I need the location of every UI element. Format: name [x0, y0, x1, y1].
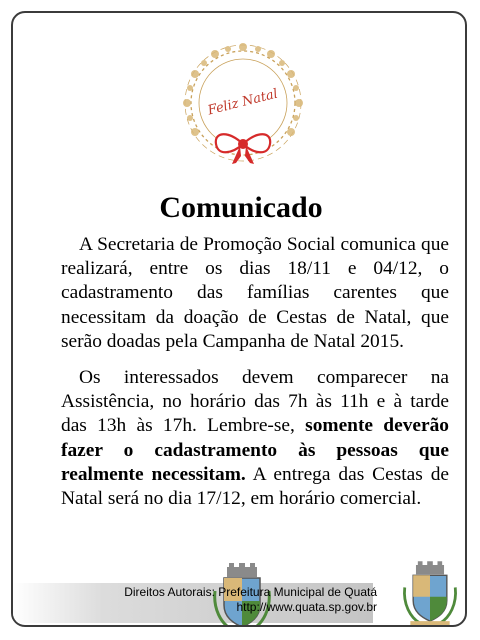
- paragraph-2-end: A entrega das Cestas de Natal será no dia 17/12, em horário comercial.: [61, 463, 450, 510]
- paragraph-1: A Secretaria de Promoção Social comunica que realizará, entre os dias 18/11 e 04/12, o cadastramento das famílias carentes que necessitam da doação de Cestas de Natal, que serão doadas pela Campanha de Natal 2015.: [61, 234, 449, 352]
- paragraph-2-emphasis: somente deverão fazer o cadastramento às pessoas que realmente necessitam.: [61, 415, 449, 485]
- wreath-caption: Feliz Natal: [206, 86, 280, 119]
- document-title: Comunicado: [159, 191, 323, 224]
- page-frame: [11, 11, 467, 627]
- paragraph-2-start: Os interessados devem comparecer na Assistência, no horário das 7h às 11h e à tarde das 13h às 17h. Lembre-se,: [61, 367, 449, 437]
- copyright-text: Direitos Autorais: Prefeitura Municipal de Quatá: [124, 585, 377, 599]
- website-link[interactable]: http://www.quata.sp.gov.br: [236, 600, 377, 614]
- paragraph-2: [61, 366, 449, 511]
- christmas-wreath-icon: [178, 38, 308, 168]
- bow-icon: [216, 134, 270, 164]
- document-body: [61, 233, 449, 523]
- city-crest-icon: [401, 559, 459, 627]
- footer-credits: [124, 585, 377, 615]
